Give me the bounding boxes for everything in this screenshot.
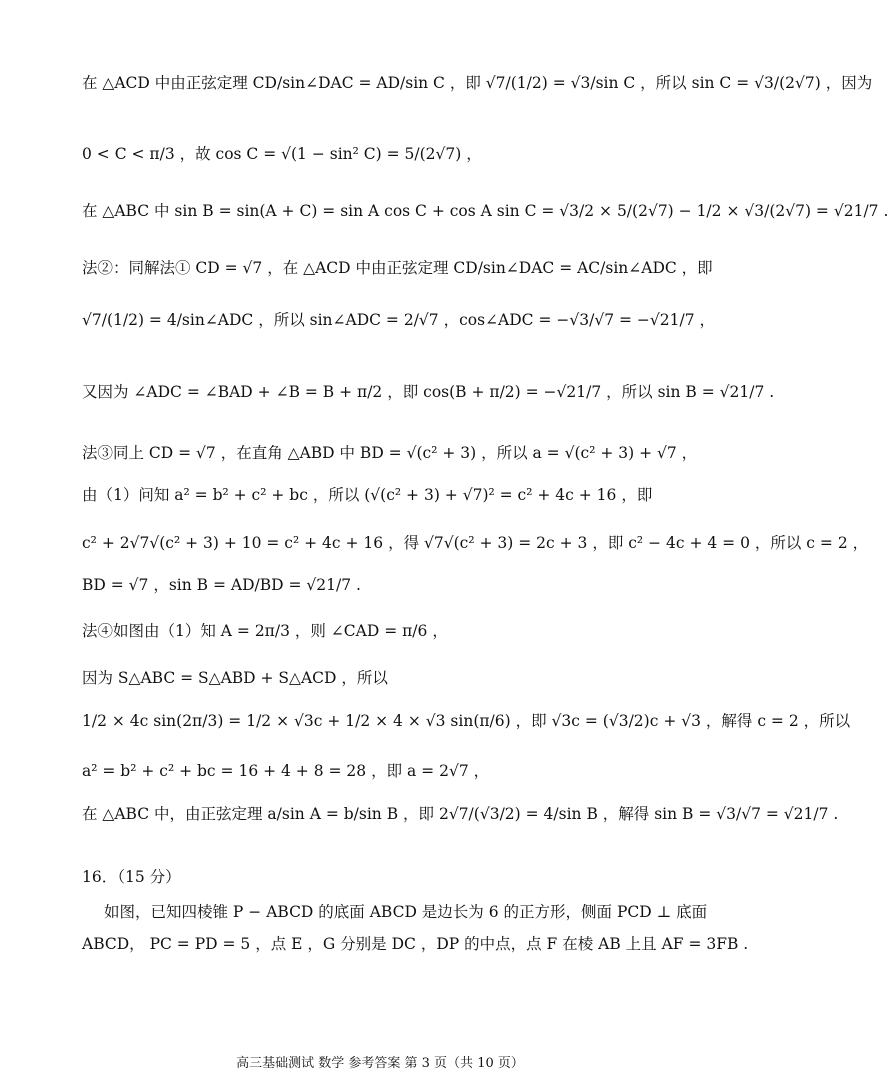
problem-number: 16．（15 分） — [82, 868, 181, 886]
solution-line-7: 法③同上 CD = √7 ，在直角 △ABD 中 BD = √(c² + 3) ，所以 a = √(c² + 3) + √7 ， — [82, 444, 698, 462]
solution-line-12: 因为 S△ABC = S△ABD + S△ACD ，所以 — [82, 669, 388, 687]
solution-line-1: 在 △ACD 中由正弦定理 CD/sin∠DAC = AD/sin C ，即 √7/(1/2) = √3/sin C ，所以 sin C = √3/(2√7) ，因为 — [82, 74, 873, 92]
solution-line-2: 0 < C < π/3 ，故 cos C = √(1 − sin² C) = 5/(2√7) ， — [82, 145, 482, 163]
solution-line-4: 法②：同解法① CD = √7 ，在 △ACD 中由正弦定理 CD/sin∠DAC = AC/sin∠ADC ，即 — [82, 259, 713, 277]
solution-line-5: √7/(1/2) = 4/sin∠ADC ，所以 sin∠ADC = 2/√7 ，cos∠ADC = −√3/√7 = −√21/7 ， — [82, 311, 715, 329]
solution-line-3: 在 △ABC 中 sin B = sin(A + C) = sin A cos C + cos A sin C = √3/2 × 5/(2√7) − 1/2 × √3/(2√7) = √21/7 . — [82, 202, 888, 220]
solution-line-10: BD = √7 ，sin B = AD/BD = √21/7 . — [82, 576, 361, 594]
solution-line-6: 又因为 ∠ADC = ∠BAD + ∠B = B + π/2 ，即 cos(B + π/2) = −√21/7 ，所以 sin B = √21/7 . — [82, 383, 775, 401]
problem-statement-line-2: ABCD， PC = PD = 5 ，点 E ，G 分别是 DC ，DP 的中点，点 F 在棱 AB 上且 AF = 3FB . — [82, 935, 749, 953]
solution-line-13: 1/2 × 4c sin(2π/3) = 1/2 × √3c + 1/2 × 4 × √3 sin(π/6) ，即 √3c = (√3/2)c + √3 ，解得 c = 2 ，所以 — [82, 712, 851, 730]
page-footer: 高三基础测试 数学 参考答案 第 3 页（共 10 页） — [236, 1056, 524, 1071]
solution-line-15: 在 △ABC 中，由正弦定理 a/sin A = b/sin B ，即 2√7/(√3/2) = 4/sin B ，解得 sin B = √3/√7 = √21/7 . — [82, 805, 839, 823]
problem-statement-line-1: 如图，已知四棱锥 P − ABCD 的底面 ABCD 是边长为 6 的正方形，侧面 PCD ⊥ 底面 — [104, 903, 708, 921]
solution-line-8: 由（1）问知 a² = b² + c² + bc ，所以 (√(c² + 3) + √7)² = c² + 4c + 16 ，即 — [82, 486, 653, 504]
solution-line-9: c² + 2√7√(c² + 3) + 10 = c² + 4c + 16 ，得 √7√(c² + 3) = 2c + 3 ，即 c² − 4c + 4 = 0 ，所以 c = 2 ， — [82, 534, 869, 552]
solution-line-14: a² = b² + c² + bc = 16 + 4 + 8 = 28 ，即 a = 2√7 ， — [82, 762, 490, 780]
solution-line-11: 法④如图由（1）知 A = 2π/3 ，则 ∠CAD = π/6 ， — [82, 622, 448, 640]
